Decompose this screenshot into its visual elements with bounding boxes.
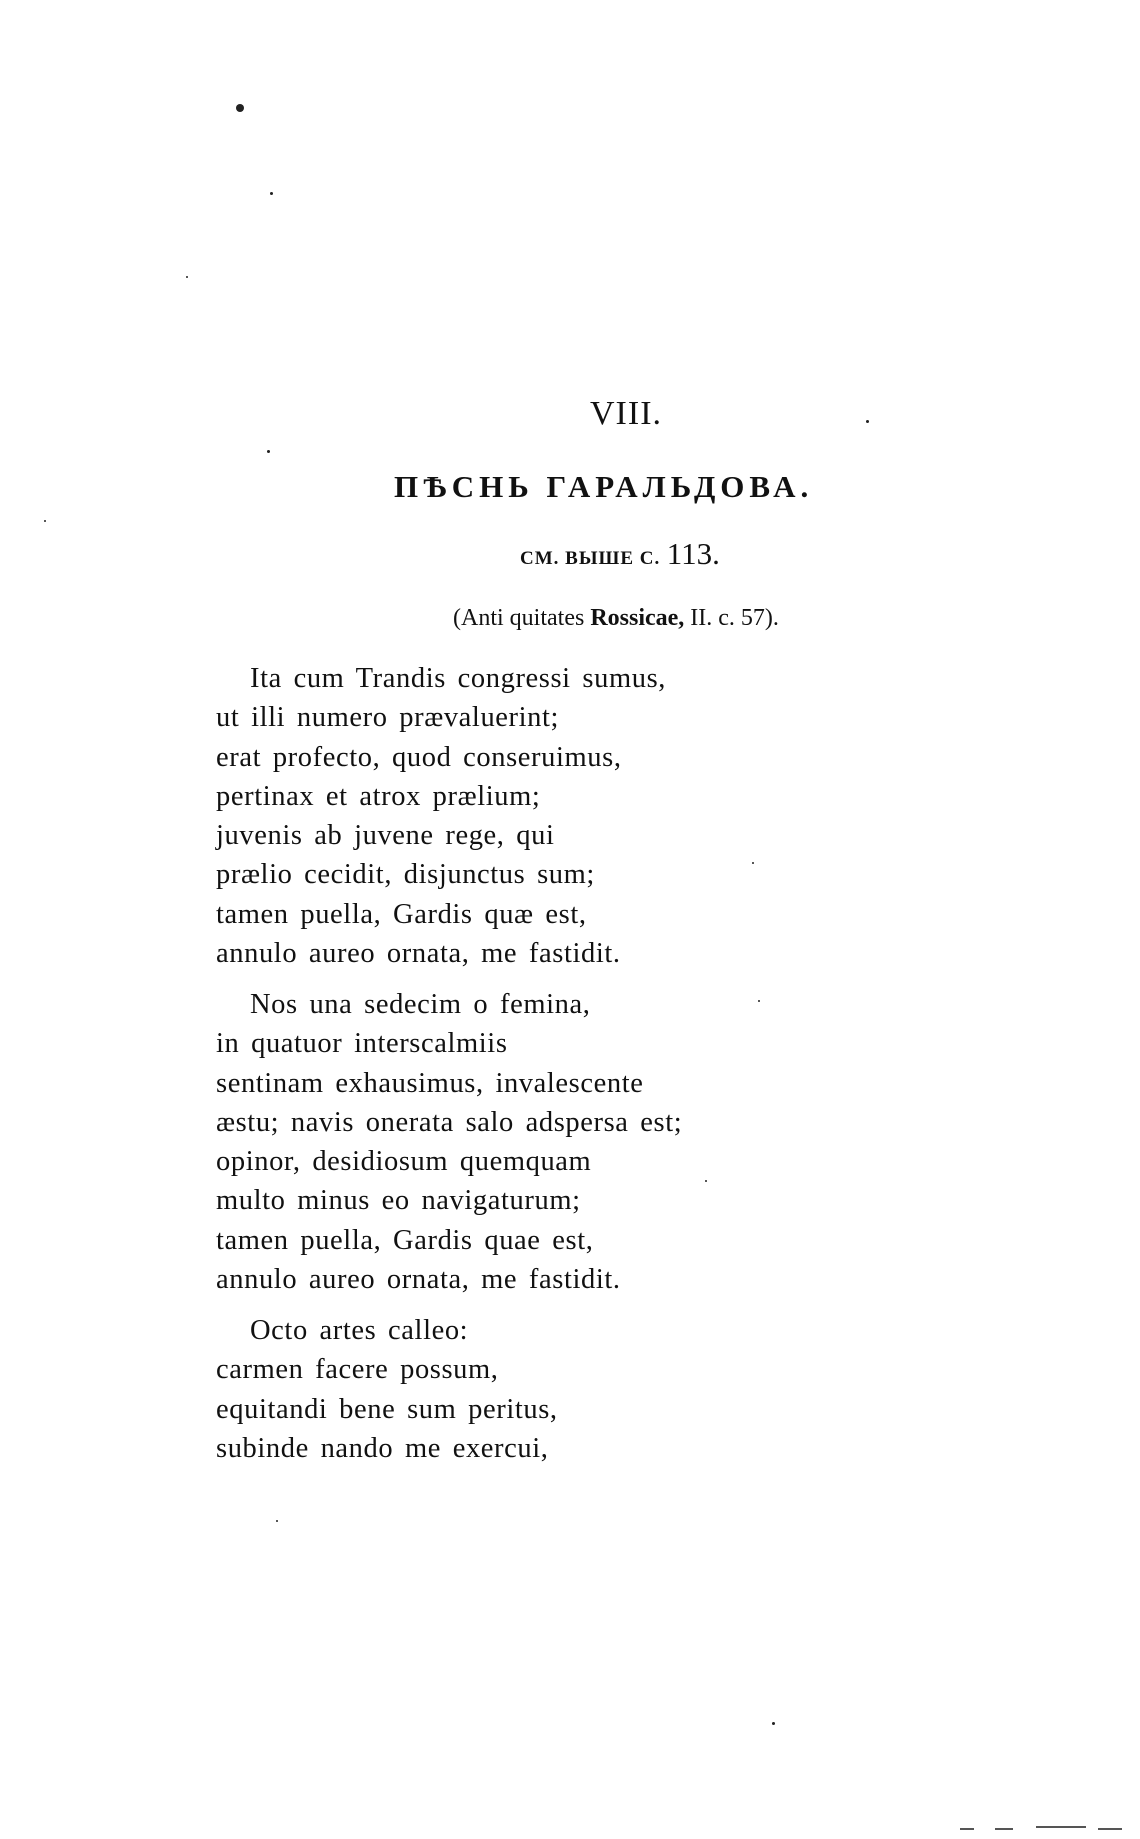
source-citation-work: Rossicae, [590, 605, 685, 631]
verse-line: sentinam exhausimus, invalescente [216, 1067, 644, 1099]
verse-line: multo minus eo navigaturum; [216, 1185, 581, 1217]
verse-line: Ita cum Trandis congressi sumus, [250, 663, 666, 694]
scan-artifact [960, 1828, 974, 1830]
verse-line: erat profecto, quod conseruimus, [216, 741, 622, 773]
ink-speck [270, 192, 273, 195]
cross-reference [520, 538, 720, 575]
chapter-number: VIII. [590, 395, 663, 432]
ink-speck [866, 420, 869, 423]
verse-line: tamen puella, Gardis quæ est, [216, 898, 587, 930]
source-citation [453, 603, 779, 633]
poem-stanza [216, 985, 682, 1299]
scan-artifact [995, 1828, 1013, 1830]
verse-line: Octo artes calleo: [250, 1315, 469, 1346]
ink-speck [758, 1000, 760, 1002]
verse-line: annulo aureo ornata, me fastidit. [216, 1264, 621, 1296]
poem-stanza [216, 1311, 558, 1468]
source-citation-open: (Anti quitates [453, 605, 591, 631]
ink-speck [44, 520, 46, 522]
ink-speck [705, 1180, 707, 1182]
ink-speck [236, 104, 244, 112]
verse-line: pertinax et atrox prælium; [216, 780, 541, 812]
ink-speck [752, 862, 754, 864]
verse-line: carmen facere possum, [216, 1354, 499, 1386]
ink-speck [186, 276, 188, 278]
verse-line: ut illi numero prævaluerint; [216, 702, 560, 734]
verse-line: opinor, desidiosum quemquam [216, 1146, 592, 1178]
ink-speck [772, 1722, 775, 1725]
verse-line: subinde nando me exercui, [216, 1432, 549, 1464]
ink-speck [267, 450, 270, 453]
verse-line: annulo aureo ornata, me fastidit. [216, 938, 621, 970]
poem-stanza [216, 659, 666, 973]
verse-line: æstu; navis onerata salo adspersa est; [216, 1106, 683, 1138]
verse-line: Nos una sedecim o femina, [250, 989, 591, 1020]
verse-line: juvenis ab juvene rege, qui [216, 820, 555, 852]
ink-speck [276, 1520, 278, 1522]
verse-line: prælio cecidit, disjunctus sum; [216, 859, 595, 891]
verse-line: equitandi bene sum peritus, [216, 1393, 558, 1425]
song-title: ПѢСНЬ ГАРАЛЬДОВА. [394, 469, 814, 504]
verse-line: in quatuor interscalmiis [216, 1028, 508, 1060]
cross-reference-label: СМ. ВЫШЕ С. [520, 548, 661, 569]
scan-artifact [1036, 1826, 1086, 1828]
cross-reference-page: 113. [666, 536, 720, 571]
scan-artifact [1098, 1828, 1122, 1830]
verse-line: tamen puella, Gardis quae est, [216, 1224, 594, 1256]
source-citation-close: II. c. 57). [684, 605, 779, 631]
